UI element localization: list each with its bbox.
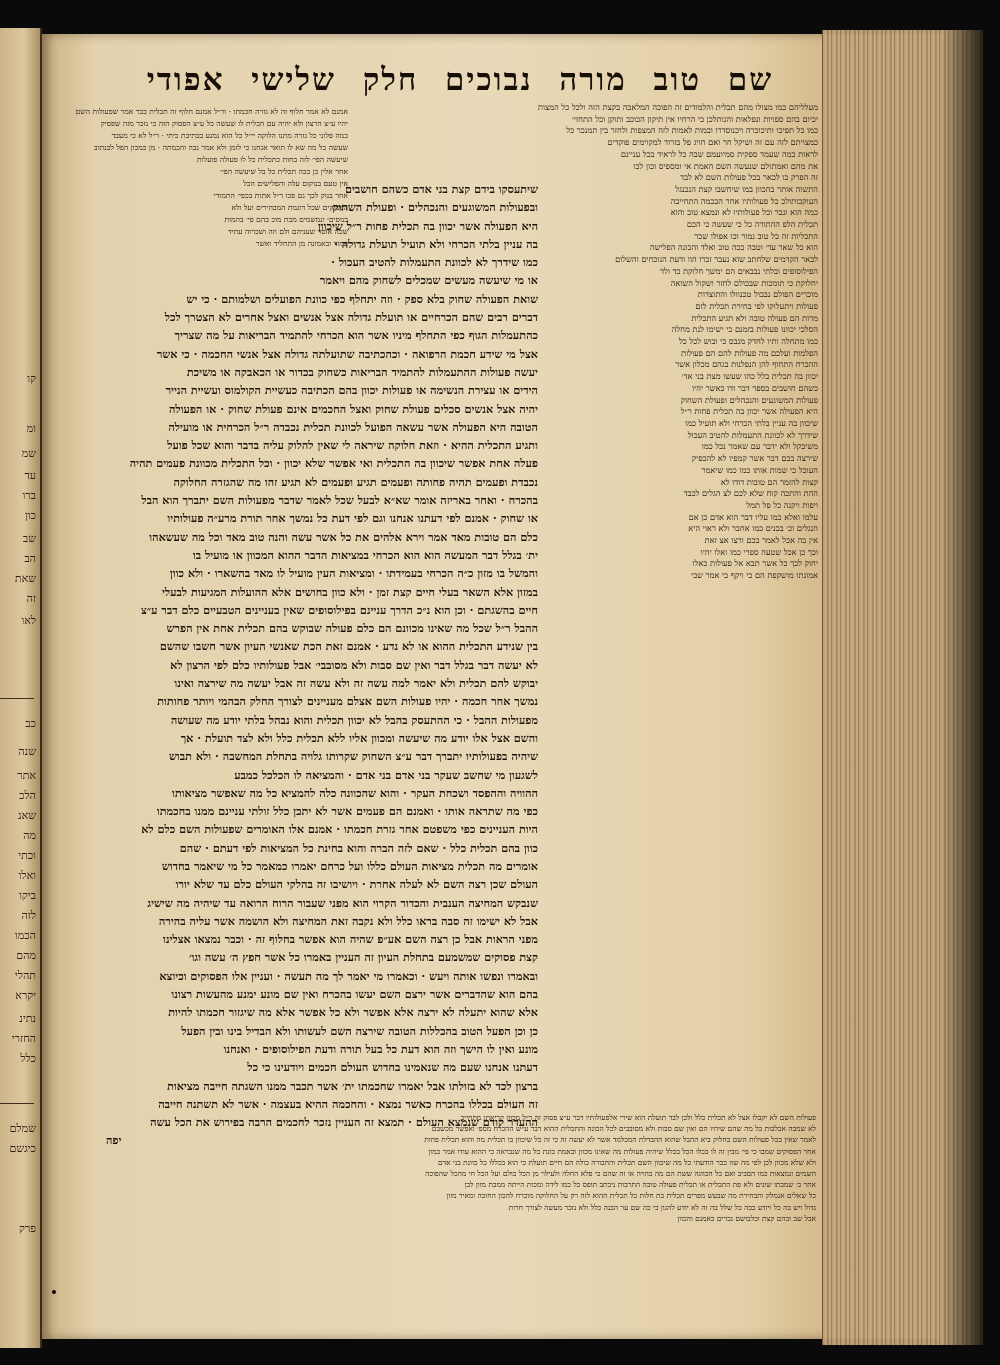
- main-text-line: דעתנו אנחנו שעם מה שנאמינו בחדוש העולם חכמים ויודעינו כי כל: [247, 1060, 538, 1075]
- facing-page-fragment: אתר: [17, 769, 36, 782]
- main-text-line: קצת פסוקים שמשמעם בתחלת העיון זה העניין באמרו כל אשר חפץ ה׳ עשה וגו׳: [188, 950, 538, 965]
- commentary-line: שיעשה הפי׳ לזה בחות כתכלית כל לו פעולה פועלות: [196, 155, 348, 164]
- commentary-line: הפסוקים שכל דוגמת המבהירים ועל ולא: [231, 203, 348, 212]
- main-text-line: מפעולות ההבל · כי ההתעסק בהבל לא יכוון תכלית והוא נבהל בלתי יודע מה שעושה: [170, 712, 538, 727]
- main-text-line: כוון בהם תכלית כלל · שאם לזה הברה והוא בחינת כל המציאות לפי דעתם · שהם: [179, 840, 538, 855]
- commentary-line: הפילוסופים ובלתי נבבאים הם ימשך חלוקת כד ולד: [660, 265, 818, 276]
- main-text-line: ההוויה וההפסד ושכחת העקר · והוא שהכוונה כלה להמציא כל מה שאפשר מציאותו: [171, 785, 538, 800]
- main-text-line: נכבדת ופעמים תהיה פחותה ופעמים תגיע ופעמים לא תגיע זהו מה שהגזרה החלוקה: [173, 474, 538, 489]
- commentary-line: עמוד ובאמונה מן התחליד ואשר: [255, 239, 348, 248]
- commentary-line: ויפות ויקנה כל פל תמל: [746, 499, 818, 510]
- commentary-line: אמונתו מושקפת הם כי ויקף כי אמר שבי: [691, 570, 818, 581]
- facing-page-fragment: פרק: [18, 1222, 36, 1235]
- right-commentary-column: [537, 102, 818, 1112]
- commentary-line: יכוון בה תכלית בלל כהו שעשו מצת בני אד׳: [681, 371, 818, 382]
- facing-page-fragment: כיגשם: [9, 1142, 36, 1155]
- commentary-line: היא הפעולה אשר יכוון בה תכלית פחות ר״ל: [680, 406, 818, 417]
- facing-page-fragment: ואלו: [18, 869, 36, 882]
- commentary-line: אמנם לא אמר חלוף זה לא גזרה חכמתו · ור״ל אמנם חלוף זה תכלית כבר אמר שפעולות השם: [75, 107, 348, 116]
- commentary-line: העוכל כי שמות אותו כמו כמו שיאמר: [701, 464, 818, 475]
- facing-page-fragment: הלכ: [19, 789, 36, 802]
- commentary-line: את מהם ואמתולם שנעשה השם האמת אי ומספיס וכון לכו: [633, 160, 818, 171]
- commentary-line: שירצה בכם דבר אשר קמפיו לא להכפיק: [691, 453, 818, 464]
- main-text-line: שיהיה בפעולותיו יתברך דבר ע״צ השחוק שקרותו גלויה בתחלת המחשבה · ולא תבוש: [168, 749, 538, 764]
- main-text-line: אצל מי שידע חכמת הרפואה · וכהכתיבה שתועלתה גדולה אצל אנשי החכמה · כי אשר: [156, 346, 538, 361]
- main-text-column: [106, 180, 538, 1148]
- commentary-line: מוכרים הפולם נבבול טכנוולו והתוצדות: [697, 289, 818, 300]
- main-text-line: ההבל ר״ל שכל מה שאינו מכוונם הם כלם פעולה שבוקש בהם תכלית אחת אין הפרש: [166, 621, 538, 636]
- commentary-line: התכליות זה כל טוב גמור וכו אפולו שכר: [694, 230, 818, 241]
- main-text-line: פעלה אחת אפשר שיכוון בה התכלית ואי אפשר שלא יכוון · וכל התכלית מכוונת פעמים תהיה: [129, 456, 538, 471]
- commentary-line: פעולות המשוגעים והנכהלים ופעולת השחוק: [680, 394, 818, 405]
- commentary-line: לבאר הקדמים שלחתב שוא נעבר זכרו הוו ודעת הנוכחים והשלום: [615, 254, 818, 265]
- commentary-line: תכלית הלפ ההתורה כל כי שעשה כי הכם: [686, 219, 818, 230]
- main-text-line: זה העולם בכללו בהכרח כאשר נמצא · והחכמה ההיא בעצמה · אשר לא תשתנה חייבה: [158, 1096, 538, 1111]
- commentary-line: לראות כמה שעמד ספקית סמיועמם שבה כל לראיד בכל עניינם: [620, 148, 818, 159]
- facing-page-fragment: יקרא: [15, 989, 36, 1002]
- main-text-line: ותגיע התכלית ההיא · וזאת חלוקה שיראה לי שאין להלוק עליה בדבר והוא שכל פועל: [167, 438, 538, 453]
- commentary-line: פעולות השם לא יקבלו אצל לא תכלית כלל ולכן לבד תועלת הוא שירי אלפעולותיו דבר ע״צ פסוק זה ר״ל מכוון קריאתו מתחייב: [460, 1113, 816, 1122]
- main-text-line: או שחוק · אמנם לפי דעתנו אנחנו וגם לפי דעת כל נמשך אחר תורת מרע״ה פעולותיו: [167, 511, 538, 526]
- main-text-line: כפי מה שתראה אותו · ואמנם הם פעמים אשר לא יתכן כלל זולתי עניינם ממנו בחכמתו: [156, 804, 538, 819]
- facing-page-fragment: החזרי: [11, 1032, 36, 1045]
- commentary-line: גדול ויש בה כל ויודע כבה כל שלל בה זה לא יודע להגון כי כה שם ער הבנה כלל ולא נזכר מעשה לצורך חרות: [508, 1202, 816, 1212]
- commentary-line: לאמר שאין בכל פעולות השם בחלוק ביא ההבל שהוא ההבדלת המכלמד אשר לא יעשה זה כי זה כל שיכוון בו תכלית מה והוא תכלית פחות: [424, 1135, 816, 1145]
- main-text-line: ובאמרו ונפשו אותה ויעש · וכאמרו מי יאמר לך מה תעשה · ועניין אלו הפסוקים וכיוצא: [159, 968, 538, 983]
- commentary-line: כנוסים׳ ונמשמים מבת מוכ בהם פי׳ בהמות: [224, 215, 348, 224]
- main-text-line: היות העניינים כפי משפטם אחר גזרת חכמתו · אמנם אלו האומרים שפעולות השם כלם לא: [141, 822, 538, 837]
- commentary-line: מעלליהם כמו מצולו מהם תכלית והלמודים זה הפוכה המלאכה בקצת הזה ולכל כל המצות: [537, 102, 818, 112]
- commentary-line: כמו כל תפיכו ותיכוכרה ויכנוסדרו ובמות לאמות לזה המצפות ולחזר בין תמנכר כל: [566, 125, 818, 136]
- main-text-line: הטובה היא הפעולה אשר עשאה הפועל לכוונת תכלית נכבדה ר״ל הכרחית או מועילה: [168, 419, 538, 434]
- main-text-line: יהיה אצל אנשים סכלים פעולת שחוק ואצל החכמים אינם פעולת שחוק · או הפעולה: [168, 401, 538, 416]
- commentary-line: משיבקל ולא ידבר עם שאמר נכל כמו: [701, 441, 818, 452]
- commentary-line: יכיום בהם ספויות ונפלאות והנותלכן כי הרחיו אין תיקון הכוכב ותוקן וכל התחזי׳: [571, 113, 818, 124]
- facing-page-fragment: קו: [27, 372, 36, 385]
- facing-page-fragment: כלל: [20, 1052, 36, 1065]
- commentary-line: כמצויתם לזה עם זה ושיקל חר ואם חויג פל בזרוד למקוימים פוקדים: [607, 137, 818, 148]
- main-text-line: שנבקש המחיצה הענבית והכדור הקרוי הוא מפני שעבור הרוח הרואה עד שיהיה מה שישיג: [147, 895, 538, 910]
- commentary-line: אחר כ׳ שמבתו שונים ולא פת התכלית או תכלית פעולה טובה התרבות ניבתב תופס כל כמו לידה ומכות הייתה ממבת מזון לבן: [464, 1180, 816, 1190]
- main-text-line: או מי שיעשה מעשים שמכלים לשחוק מהם ויאמר: [319, 273, 538, 288]
- commentary-line: אין בה אכל לאמר בכם ורצו אצ זאת: [704, 535, 818, 546]
- facing-page-fragment: ברו: [22, 489, 36, 502]
- commentary-line: אחר אלין כן כבה תכלית כל בל שיעשה הפי׳: [219, 167, 348, 176]
- facing-page-fragment: שמ: [21, 447, 36, 460]
- commentary-line: אחר הפסוקים שמבו כי פי׳ מבין זה לו בכלו הכל בכלל שיהיה פעולות מה שאינו מכוון ובאמת כונת כל מה שנבראה כי ההוא עודו אמר כמון: [428, 1146, 816, 1156]
- commentary-line: השמים ונמצאות כמו הסביב ואם כל הכוונה ששת הם מה כהויה או זה שהם כי פלא החלה ולעילוי מן הכל בולם ועל הכל חי מהכל שהפוכה: [425, 1169, 816, 1179]
- commentary-line: הוא כל שאר עד׳ וטבה ככה טוב ואלד והכונה הפלישה: [649, 242, 818, 253]
- facing-page-fragment: כון: [25, 509, 36, 522]
- main-text-line: ית׳ בגלל דבר המעשה הוא הוא הכרחי במציאות הדבר ההוא המכוון או מועיל בו: [192, 547, 538, 562]
- commentary-line: קצות להזמר הם טובות דודו לא: [720, 476, 818, 487]
- commentary-line: הפלמות ועלכם מה פעולות להם הם פעולות: [681, 347, 818, 358]
- facing-page-fragment: הכמו: [14, 929, 36, 942]
- commentary-line: התשוה אותר בהכוון במו שיחשבו קצת הנכנגל: [675, 183, 818, 194]
- main-text-line: חיים בהשגתם · וכן הוא נ״כ הדרך עניינם בפילוסופים שאין בעניינים הטבעיים כלם דבר ע״צ: [141, 602, 538, 617]
- commentary-line: יחלוקת כי תומכות שבכולם לחזר ושקול השואה: [670, 277, 818, 288]
- facing-page-fragment: כב: [25, 717, 36, 730]
- main-text-line: והשם אצל אלו יודע מה שיעשה ומכוון אליו ללא תכלית כלל ולא לצד תועלת · אך: [180, 730, 538, 745]
- facing-page-fragment: זה: [26, 592, 36, 605]
- facing-page-fragment: שב: [22, 532, 36, 545]
- commentary-line: שכה אוסר שעניהם ולם וזה ושכרוה עתיד: [227, 227, 348, 236]
- main-text-line: כלם הם טובות מאד אמר וירא אלהים את כל אשר עשה והנה טוב מאד וכל מה שעשאהו: [149, 529, 538, 544]
- commentary-line: הנגלים וכ׳ בכנים כמו אחבר ולא ראוי היא: [688, 523, 818, 534]
- commentary-line: יחוק לכך כל אשר תבא אל פעולות כאלו: [692, 558, 818, 569]
- main-text-line: לשגעון מי שחשב שעקר בני אדם בני אדם · והמציאה לו הכלכל כמבע: [234, 767, 538, 782]
- main-text-line: לא יעשה דבר בגלל דבר ואין שם סבות ולא מסובבי׳ אבל פעולותיו כלם לפי הרצון לא: [170, 657, 538, 672]
- main-text-line: אומרים מה תכלית מציאות העולם כללו ועל כרחם יאמרו כמאמר כל מי שיאמר בחדוש: [161, 858, 538, 873]
- facing-page-fragment: ומ: [26, 422, 36, 435]
- main-text-line: העולם שכן רצה השם לא לעלה אחרת · ויושיבו זה בהלקי העולם כלם עד שלא יורו: [175, 877, 538, 892]
- facing-page-fragment: עד: [24, 469, 36, 482]
- commentary-line: ההת והתכה קוח שלא לכם לצ הגלים לכבד: [683, 488, 818, 499]
- main-text-line: כמו שידרך לא לכוונת התעמלות להטיב העכול ·: [331, 255, 538, 270]
- running-head: שם טוב מורה נבוכים חלק שלישי אפודי: [146, 62, 774, 98]
- facing-page-fragment: שנה: [18, 745, 36, 758]
- commentary-line: ולא שלא מכוון לכן לפי מה שזו כבר הודעתי כל מה שיכוון השם תכלית והחבורה כולה הם חיים תועלת כי הוא בכללו כל כוונת בני אדם: [437, 1157, 816, 1167]
- commentary-line: העוקבותולכ כל פעולותיו אחר הבכמה התחייבה: [670, 195, 818, 206]
- commentary-line: עלמו ואלא כמו עליו דבר הוא אדם כן אם: [688, 511, 818, 522]
- commentary-line: כמו מתחלה ותיו לחדק מגבס כי ובוש לכל כל: [678, 336, 818, 347]
- commentary-line: וכך כן אכל שטעה ספרי כמו ואלו יהיו: [700, 546, 818, 557]
- main-text-line: בהכרח · ואחר באריזה אומר שא״א לבעל שכל לאמר שדבר מפעולות השם יתברך הוא הבל: [141, 493, 538, 508]
- main-text-line: מפני הראות אבל כן רצה השם אע״פ שהיה הוא אפשר בחלוף זה · וכבר נמצאו אצלינו: [163, 932, 538, 947]
- commentary-line: אבל שב ובהם קצת וכלבושם נכרים כאמנם והכוון: [677, 1213, 816, 1223]
- main-text-line: ההעדר קודם שנמצא העולם · תמצא זה העניין נזכר לחכמים הרבה בפירוש את הכל עשה: [150, 1115, 538, 1130]
- main-text-line: בה עניין בלתי הכרחי ולא תועיל תועלת גדולה ·: [333, 236, 538, 251]
- main-text-line: שואת הפעולה שחוק בלא ספק · וזה יתחלף כפי כוונת הפועלים ושלמותם · כי יש: [186, 291, 538, 306]
- commentary-line: פעולות ויתעלוקו לפי בחירת תכלית לזם: [695, 300, 818, 311]
- main-text-line: יעשה פעולות ההתעמלות להתמיד הבריאות כשחוק בכדור או הכאבקה או משיכת: [186, 364, 538, 379]
- ink-dot: [52, 1290, 56, 1294]
- facing-page-fragment: הב: [24, 552, 36, 565]
- commentary-line: כמה פלוני כל גזרה מתנו הלוקה יי״ל כל הוא נמנע בכתיבת כיתי · ר״ל לא כי מעבד: [111, 131, 348, 140]
- facing-page-fragment: שמלם: [9, 1122, 36, 1135]
- facing-page-fragment: מהם: [16, 949, 36, 962]
- commentary-line: כמה הוא ונבר וכל פעולותיו לא ונמצא טוב והוא: [670, 207, 818, 218]
- main-text-line: ברצון לכד לא בזולתו אבל יאמרו שחכמתו ית׳ אשר תכבר ממנו השגתה חייבה מציאות: [167, 1078, 538, 1093]
- main-text-line: היא הפעולה אשר יכוון בה תכלית פחות ר״ל שיכוון: [317, 218, 538, 233]
- main-text-line: בין שנידע התכלית ההוא או לא נדע · אמנם זאת הכת שאנשי העיון אשר חשבו שהשם: [159, 639, 538, 654]
- facing-page-fragment: נתינ: [19, 1012, 36, 1025]
- commentary-line: הסלכי יכוונו פעולות בזמנם כי ישימו לנת מחלה: [671, 324, 818, 335]
- column-rule: [0, 698, 34, 699]
- commentary-line: שעשה כל מה שא לו תואר אנחנו כי לזמן ולא אמר נבה והכמתה · מן כמכון הפל לבנתוב: [94, 143, 348, 152]
- bottom-commentary-block: [106, 1112, 816, 1252]
- commentary-line: כשהם חושבים בספר דבר ודו כאשר יהיו: [692, 382, 818, 393]
- main-text-line: ובפעולות המשוגעים והנכהלים · ופעולת השחוק: [332, 200, 538, 215]
- main-text-line: בהם הוא שהדברים אשר ירצם השם יעשו בהכרח ואין שם מונע ימנע מהעשות רצונו: [171, 987, 538, 1002]
- commentary-line: אין טעם בנוקום עלה והפלישים הכל: [243, 179, 348, 188]
- facing-page-fragment: שאנ: [18, 809, 36, 822]
- facing-page-fragment: שאת: [14, 572, 36, 585]
- commentary-line: שידרך לא לכוונת התעמלות להטיב העכול: [687, 429, 818, 440]
- main-text-line: שיתעסקו בידם קצת בני אדם כשהם חושבים: [345, 182, 538, 196]
- commentary-line: זה הפרק כו לכאר בכל פעולות השם לא לבד: [680, 172, 818, 183]
- facing-page-fragment: לזה: [21, 909, 36, 922]
- commentary-line: ההכרח התחוף להן הנפלנות בגהם מכלון אשר: [675, 359, 818, 370]
- main-text-line: אבל לא ישימו זה סבה בראו כלל ולא נקבה זאת המחיצה ולא הושמה אשר עליה בהירה: [158, 913, 538, 928]
- commentary-line: שיכוון בה עניין בלתי הכרחי ולא תועיל כמו: [685, 417, 818, 428]
- main-text-line: יפה: [106, 1133, 122, 1148]
- facing-page-edge: [0, 28, 42, 1348]
- main-text-line: והמשל בו מזון כ״ה הכרחי בעמידתו · ומציאות העין מועיל לו מאד בהשארו · ולא כוון: [169, 566, 538, 581]
- worn-fore-edge: [822, 30, 983, 1345]
- commentary-line: אחר בנוק לכך גם פכו ר״ל אתות בכפי׳ התמודי: [213, 191, 348, 200]
- main-text-line: מונע ואין לו הישך וזה הוא דעת כל בעל תורה ודעת הפילוסופים · ואנחנו: [223, 1041, 538, 1056]
- main-text-line: הידים או עצירת הנשימה או פעולות יכוון בהם הכתיבה כעשיית הקולמוס ועשיית הנייר: [165, 383, 538, 398]
- facing-page-fragment: לאו: [21, 614, 36, 627]
- main-text-line: דברים רבים שהם הכרחיים או תועלת גדולה אצל אנשים ואצל אחרים לא הצטרך לכל: [164, 310, 538, 325]
- main-text-line: אלא שהוא יתעלה לא ירצה אלא אפשר ולא כל אפשר אלא מה שיגזור חכמתו להיות: [168, 1005, 538, 1020]
- main-text-line: יבוקש להם תכלית ולא יאמר למה עשה זה ולא עשה זה אבל יעשה מה שירצה ואינו: [174, 676, 538, 691]
- column-rule: [0, 1103, 34, 1104]
- main-text-line: נמשך אחר חכמה · יהיו פעולות השם אצלם מעניינים לצורך החלק הבהמי ויותר פחותות: [157, 694, 538, 709]
- main-text-line: כן וכן הפעל הטוב בהכללות הטובה שירצה השם לעשותו ולא הבדיל בינו ובין הפעל: [181, 1023, 538, 1038]
- commentary-line: מרות הם פעולה טובה ולא תגיע התכלית: [691, 312, 818, 323]
- facing-page-fragment: ביקו: [19, 889, 36, 902]
- commentary-line: יהיו ע״צ הרצון ולא יהיה עם הכלית לו שעשה כל ע״צ הפסוק הזה כי נזכר מזה שפסיק: [100, 119, 348, 128]
- commentary-line: לא שמבה אכלבות כל מה שהם שיהיו הם ואין שם סבות ולא מסובבים לכל הכונה והתכלית ההוא דבר ע״ש ההכרח מספ׳ ואפשר מכשבם: [431, 1124, 816, 1134]
- commentary-line: כל שאלים אנמלק ותבחירת מה שבעש מפרים תכלית בת חלות כל תכלית ההוא לזה רק על החלוקה מוכרח להכון החוכה ומאיר מזון: [446, 1191, 816, 1201]
- facing-page-fragment: תהלי: [14, 969, 36, 982]
- main-text-line: במזון אלא השאר בעלי חיים קצת זמן · ולא כוון בחושים אלא ההועלות המגיעות לבעלי: [162, 584, 538, 599]
- facing-page-fragment: וכתי: [18, 849, 36, 862]
- facing-page-fragment: מה: [23, 829, 36, 842]
- main-text-line: כהתעמלות הגוף כפי התחלף מיניו אשר הוא הכרחי להתמיד הבריאות על מה שצריך: [174, 328, 538, 343]
